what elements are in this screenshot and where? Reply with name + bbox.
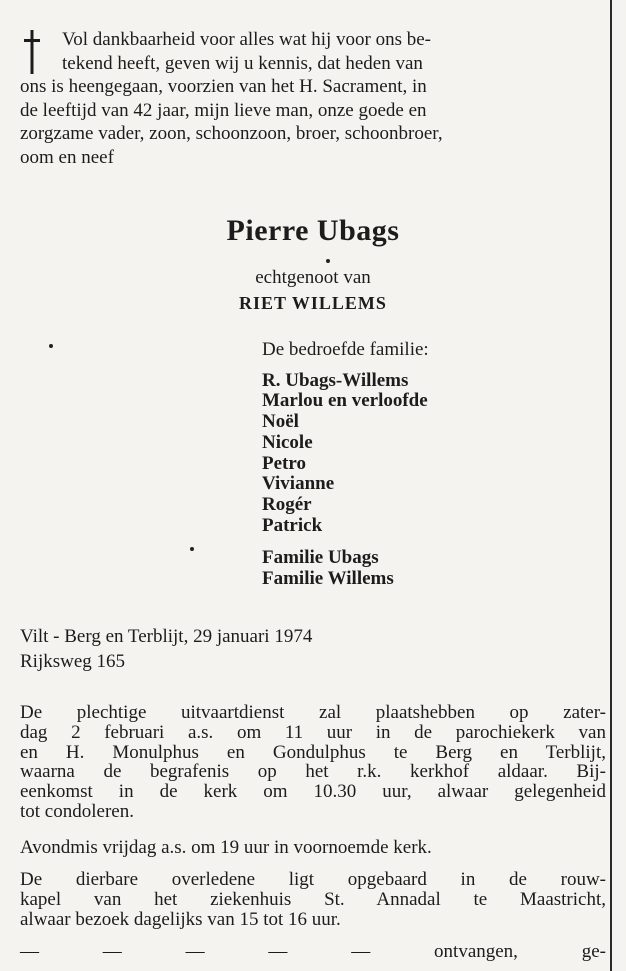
cutoff-paragraph [20,942,606,962]
intro-line: Vol dankbaarheid voor alles wat hij voor ons be- [62,29,432,50]
family-heading: De bedroefde familie: [262,339,429,360]
place-date [20,624,312,674]
evening-line: Avondmis vrijdag a.s. om 19 uur in voornoemde kerk. [20,837,432,858]
family-member: Rogér [262,493,312,515]
service-line: waarna de begrafenis op het r.k. kerkhof aldaar. Bij- [20,761,606,783]
intro-line: tekend heeft, geven wij u kennis, dat heden van [62,52,423,74]
service-paragraph [20,703,606,822]
intro-paragraph [20,28,606,169]
evening-mass-paragraph [20,838,606,858]
viewing-paragraph [20,870,606,929]
family-member: Noël [262,411,299,433]
family-list [262,340,429,590]
family-group: Familie Willems [262,568,394,590]
family-member: Vivianne [262,473,335,495]
service-line: en H. Monulphus en Gondulphus te Berg en Terblijt, [20,741,606,763]
viewing-line: alwaar bezoek dagelijks van 15 tot 16 uur. [20,908,341,930]
intro-line: zorgzame vader, zoon, schoonzoon, broer, schoonbroer, [20,123,443,144]
ink-speck [190,547,194,551]
ink-speck [49,344,53,348]
border-line [610,0,612,971]
intro-line: ons is heengegaan, voorzien van het H. Sacrament, in [20,76,427,97]
viewing-line: kapel van het ziekenhuis St. Annadal te Maastricht, [20,888,606,910]
address-line: Rijksweg 165 [20,651,126,672]
ink-speck [326,259,330,263]
viewing-line: De dierbare overledene ligt opgebaard in de rouw- [20,869,606,890]
family-member: Nicole [262,431,313,453]
intro-line: oom en neef [20,146,114,168]
family-member: Marlou en verloofde [262,390,428,412]
spouse-prefix: echtgenoot van [255,267,371,288]
service-line: De plechtige uitvaartdienst zal plaatshebben op zater- [20,702,606,723]
service-line: tot condoleren. [20,800,134,822]
place-date-line: Vilt - Berg en Terblijt, 29 januari 1974 [20,626,313,647]
family-member: R. Ubags-Willems [262,369,409,391]
family-member: Patrick [262,514,323,536]
family-member: Petro [262,452,306,474]
spouse-name: RIET WILLEMS [239,293,387,313]
service-line: eenkomst in de kerk om 10.30 uur, alwaar gelegenheid [20,781,606,803]
intro-line: de leeftijd van 42 jaar, mijn lieve man, onze goede en [20,99,427,121]
family-group: Familie Ubags [262,547,379,569]
deceased-name: Pierre Ubags [226,214,400,247]
service-line: dag 2 februari a.s. om 11 uur in de parochiekerk van [20,721,606,743]
cutoff-line: — — — — — ontvangen, ge- [20,941,606,962]
